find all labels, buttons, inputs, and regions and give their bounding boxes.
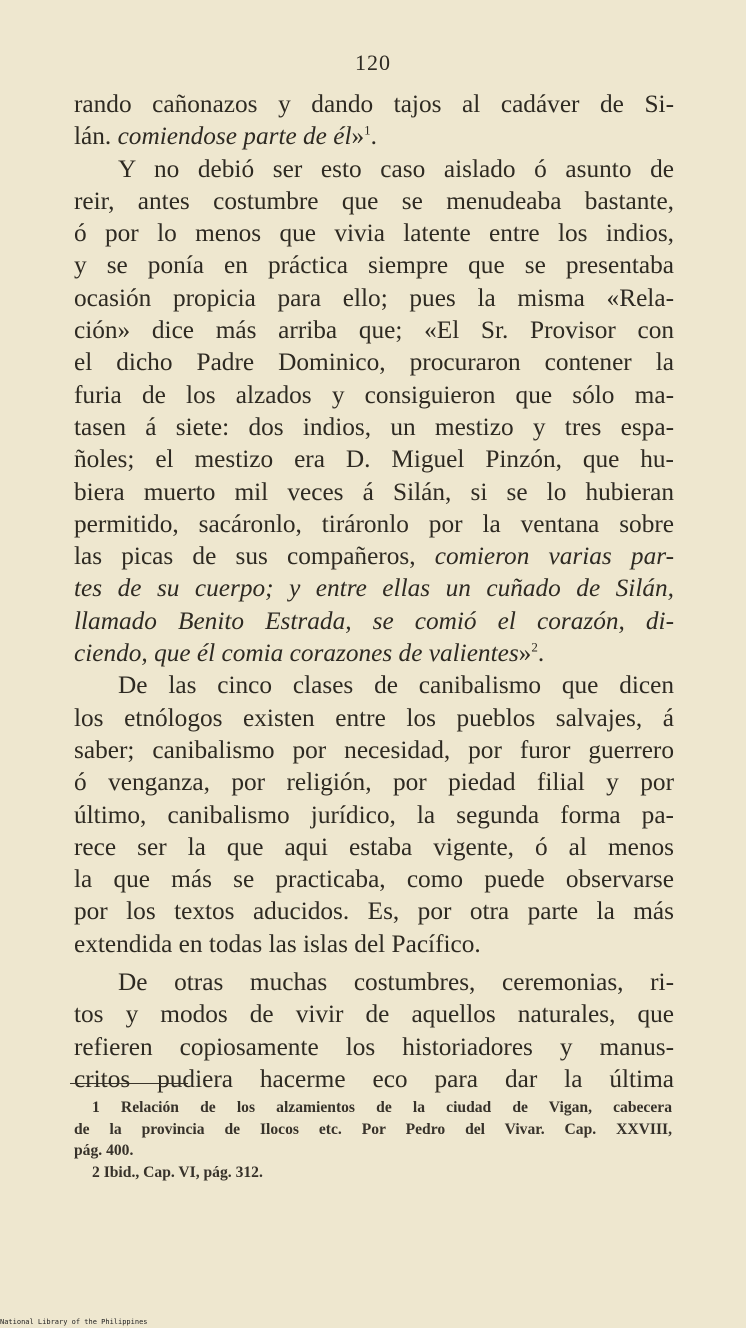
- text-line: ocasión propicia para ello; pues la misma «Rela-: [74, 283, 674, 312]
- footnote-line: 2 Ibid., Cap. VI, pág. 312.: [92, 1163, 263, 1181]
- text-line: el dicho Padre Dominico, procuraron contener la: [74, 348, 674, 377]
- footnote-ref: 2: [531, 639, 538, 655]
- library-credit: National Library of the Philippines: [0, 1318, 148, 1326]
- text-line: Y no debió ser esto caso aislado ó asunto de: [118, 154, 674, 183]
- text-line: ó por lo menos que vivia latente entre los indios,: [74, 219, 674, 248]
- text-line: [74, 605, 674, 637]
- text-line: último, canibalismo jurídico, la segunda forma pa-: [74, 800, 674, 829]
- text-line: tos y modos de vivir de aquellos naturales, que: [74, 1000, 674, 1029]
- footnote-line: pág. 400.: [74, 1142, 134, 1159]
- text-line: tasen á siete: dos indios, un mestizo y tres espa-: [74, 412, 674, 441]
- text-line: rando cañonazos y dando tajos al cadáver de Si-: [74, 90, 674, 118]
- footnote-line: de la provincia de Ilocos etc. Por Pedro del Vivar. Cap. XXVIII,: [74, 1120, 672, 1138]
- italic-quote: tes de su cuerpo; y entre ellas un cuñado de Silán,: [74, 574, 674, 603]
- text-line: por los textos aducidos. Es, por otra parte la más: [74, 897, 674, 926]
- text-segment: .: [370, 122, 377, 151]
- text-line: De otras muchas costumbres, ceremonias, ri-: [118, 968, 674, 997]
- closing-quote: »: [351, 122, 365, 151]
- text-line: permitido, sacáronlo, tiráronlo por la ventana sobre: [74, 509, 674, 538]
- text-line: saber; canibalismo por necesidad, por furor guerrero: [74, 735, 674, 764]
- text-segment: las picas de sus compañeros,: [74, 542, 435, 571]
- text-segment: .: [537, 639, 545, 668]
- italic-quote: comieron varias par-: [434, 542, 674, 571]
- text-line: reir, antes costumbre que se menudeaba bastante,: [74, 186, 674, 215]
- italic-quote: ciendo, que él comia corazones de valientes: [74, 639, 519, 668]
- text-line: [74, 637, 674, 669]
- footnote-divider: [70, 1083, 188, 1084]
- footnote-ref: 1: [364, 122, 371, 138]
- text-line: los etnólogos existen entre los pueblos salvajes, á: [74, 703, 674, 732]
- text-line: critos pudiera hacerme eco para dar la última: [74, 1064, 674, 1093]
- text-segment: lán.: [74, 122, 118, 151]
- footnotes: [74, 1097, 672, 1183]
- text-line: De las cinco clases de canibalismo que dicen: [118, 671, 674, 700]
- text-line: ó venganza, por religión, por piedad filial y por: [74, 768, 674, 797]
- page-number: 120: [355, 50, 391, 75]
- body-text: [74, 88, 674, 1095]
- text-line: biera muerto mil veces á Silán, si se lo hubieran: [74, 477, 674, 506]
- italic-quote: comiendose parte de él: [117, 122, 352, 151]
- text-line: [74, 120, 674, 152]
- text-line: furia de los alzados y consiguieron que sólo ma-: [74, 380, 674, 409]
- text-line: la que más se practicaba, como puede observarse: [74, 865, 674, 894]
- text-line: extendida en todas las islas del Pacífico.: [74, 929, 481, 958]
- text-line: y se ponía en práctica siempre que se presentaba: [74, 251, 674, 280]
- text-line: refieren copiosamente los historiadores y manus-: [74, 1032, 674, 1061]
- text-line: ñoles; el mestizo era D. Miguel Pinzón, que hu-: [74, 445, 674, 474]
- closing-quote: »: [518, 639, 532, 668]
- footnote-line: 1 Relación de los alzamientos de la ciudad de Vigan, cabecera: [92, 1099, 672, 1116]
- text-line: [74, 540, 674, 572]
- text-line: rece ser la que aqui estaba vigente, ó al menos: [74, 832, 674, 861]
- text-line: [74, 572, 674, 604]
- italic-quote: llamado Benito Estrada, se comió el corazón, di-: [74, 606, 674, 635]
- text-line: ción» dice más arriba que; «El Sr. Provisor con: [74, 316, 674, 345]
